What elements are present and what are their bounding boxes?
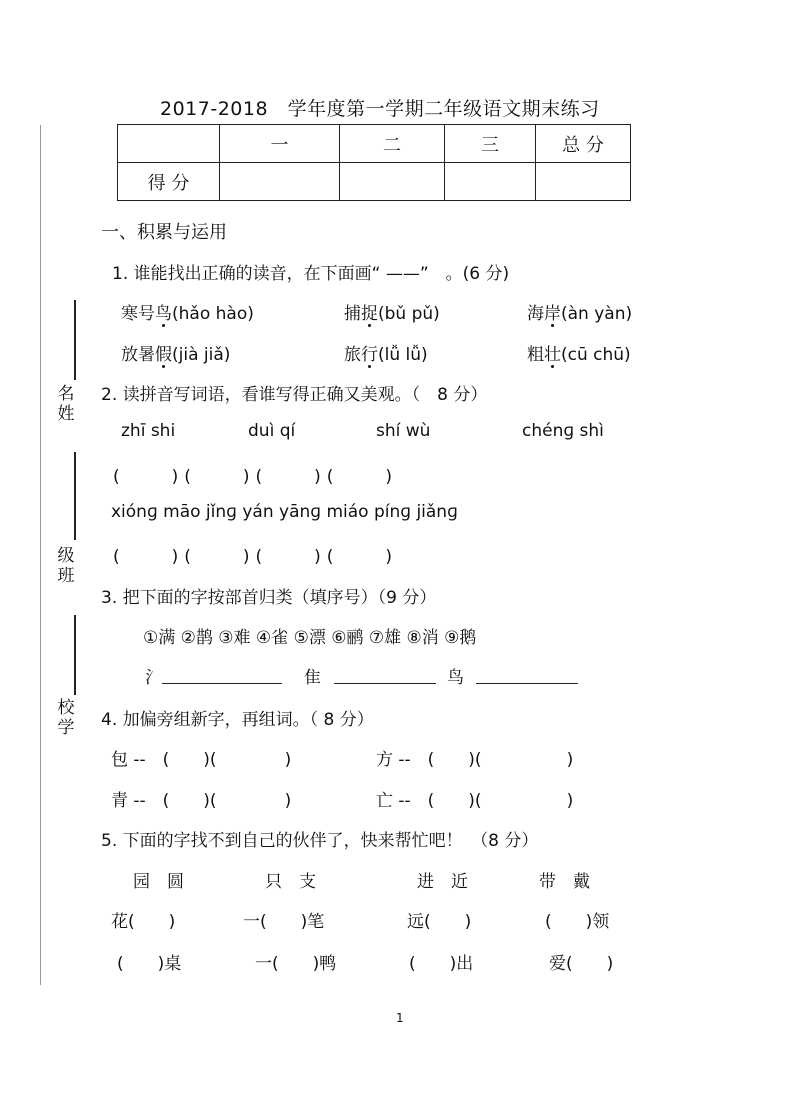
score-cell-3[interactable] xyxy=(445,163,536,201)
q2-blanks-2[interactable]: ( )( )( )( ) xyxy=(113,547,399,567)
q5-row2-item-1[interactable]: ( )桌 xyxy=(117,954,182,974)
q5-prompt: 5. 下面的字找不到自己的伙伴了，快来帮忙吧！ （8 分） xyxy=(101,831,539,851)
q5-row2-item-4[interactable]: 爱( ) xyxy=(549,954,614,974)
q5-row1-item-4[interactable]: ( )领 xyxy=(545,912,610,932)
q5-row2-item-2[interactable]: 一( )鸭 xyxy=(255,954,337,974)
q3-radical-zhui: 隹 xyxy=(304,668,321,688)
q5-pair-4: 带 戴 xyxy=(539,872,590,892)
q2-pinyin-row2: xiónɡ māo jǐnɡ yán yānɡ miáo pínɡ jiǎnɡ xyxy=(111,502,458,522)
q5-row1-item-1[interactable]: 花( ) xyxy=(111,912,176,932)
school-line xyxy=(74,615,76,695)
q2-prompt: 2. 读拼音写词语，看谁写得正确又美观。（ 8 分） xyxy=(101,385,488,405)
score-cell-1[interactable] xyxy=(220,163,340,201)
name-line xyxy=(74,300,76,380)
q5-row2-item-3[interactable]: ( )出 xyxy=(409,954,474,974)
side-label-school: 校 学 xyxy=(57,698,75,738)
score-cell-total[interactable] xyxy=(536,163,631,201)
q1-item-6: 粗壮(cū chū) xyxy=(527,340,631,365)
score-table-header-row xyxy=(118,125,631,163)
q2-pinyin-3: shí wù xyxy=(376,421,431,441)
q2-pinyin-1: zhī shi xyxy=(121,421,176,441)
q4-prompt: 4. 加偏旁组新字，再组词。（ 8 分） xyxy=(101,710,374,730)
score-header-3: 三 xyxy=(445,125,536,163)
section-heading: 一、积累与运用 xyxy=(101,222,227,243)
side-label-class: 级 班 xyxy=(57,546,75,586)
q3-prompt: 3. 把下面的字按部首归类（填序号）（9 分） xyxy=(101,588,437,608)
q4-row1-right[interactable]: 方 -- ( )( ) xyxy=(376,750,574,770)
q4-row1-left[interactable]: 包 -- ( )( ) xyxy=(111,750,292,770)
score-header-1: 一 xyxy=(220,125,340,163)
q5-row1-item-3[interactable]: 远( ) xyxy=(407,912,472,932)
q5-pair-2: 只 支 xyxy=(265,872,316,892)
q4-row2-right[interactable]: 亡 -- ( )( ) xyxy=(376,791,574,811)
q1-item-2: 捕捉(bǔ pǔ) xyxy=(344,299,440,324)
q5-pair-1: 园 圆 xyxy=(133,872,184,892)
score-table-score-row xyxy=(118,163,631,201)
q3-radical-water: 氵 xyxy=(145,668,162,688)
page-number: 1 xyxy=(396,1011,404,1025)
page-title: 2017-2018 学年度第一学期二年级语文期末练习 xyxy=(160,98,600,120)
q1-item-3: 海岸(àn yàn) xyxy=(527,299,632,324)
side-label-name: 名 姓 xyxy=(57,384,75,424)
score-cell-2[interactable] xyxy=(340,163,445,201)
q3-answer-line-2[interactable] xyxy=(334,683,436,684)
q5-row1-item-2[interactable]: 一( )笔 xyxy=(243,912,325,932)
score-row-label: 得 分 xyxy=(118,163,220,201)
q1-item-5: 旅行(lǚ lǚ) xyxy=(344,340,428,365)
q3-chars: ①满 ②鹊 ③难 ④雀 ⑤漂 ⑥鹂 ⑦雄 ⑧消 ⑨鹅 xyxy=(143,628,477,648)
score-table xyxy=(117,124,631,201)
q2-blanks-1[interactable]: ( )( )( )( ) xyxy=(113,467,399,487)
q3-radical-bird: 鸟 xyxy=(447,668,464,688)
q3-answer-line-3[interactable] xyxy=(476,683,578,684)
binding-margin-line xyxy=(40,125,41,985)
q5-pair-3: 进 近 xyxy=(417,872,468,892)
score-header-blank xyxy=(118,125,220,163)
q2-pinyin-4: chénɡ shì xyxy=(522,421,604,441)
q4-row2-left[interactable]: 青 -- ( )( ) xyxy=(111,791,292,811)
score-header-total: 总 分 xyxy=(536,125,631,163)
class-line xyxy=(74,452,76,540)
score-header-2: 二 xyxy=(340,125,445,163)
q1-item-1: 寒号鸟(hǎo hào) xyxy=(121,299,254,324)
q3-answer-line-1[interactable] xyxy=(162,683,282,684)
q2-pinyin-2: duì qí xyxy=(248,421,296,441)
q1-item-4: 放暑假(jià jiǎ) xyxy=(121,340,230,365)
q1-prompt: 1. 谁能找出正确的读音，在下面画“ ——” 。(6 分) xyxy=(112,264,510,284)
